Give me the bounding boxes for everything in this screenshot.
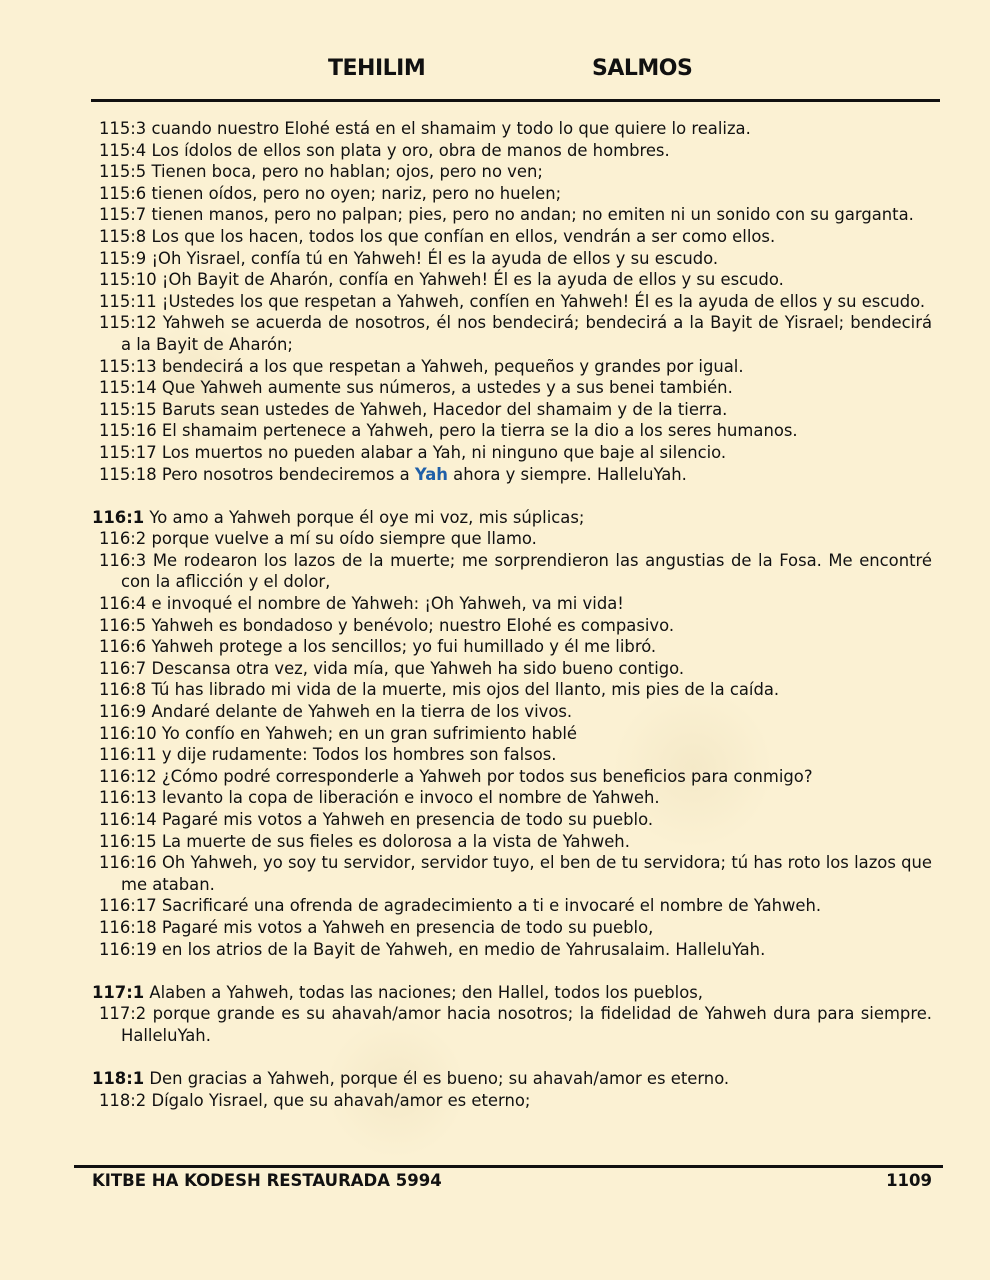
verse: 116:3 Me rodearon los lazos de la muerte; me sorprendieron las angustias de la Fosa. Me encontré con la aflicción y el dolor, xyxy=(99,550,932,592)
verse: 116:13 levanto la copa de liberación e invoco el nombre de Yahweh. xyxy=(99,788,660,808)
verse: 115:6 tienen oídos, pero no oyen; nariz, pero no huelen; xyxy=(99,183,562,203)
highlighted-word: Yah xyxy=(414,464,448,484)
verse: 116:14 Pagaré mis votos a Yahweh en presencia de todo su pueblo. xyxy=(99,810,654,829)
verse: 115:11 ¡Ustedes los que respetan a Yahweh, confíen en Yahweh! Él es la ayuda de ellos y su escudo. xyxy=(99,291,926,311)
footer-rule xyxy=(74,1165,943,1168)
chapter-first-verse: 118:1 Den gracias a Yahweh, porque él es bueno; su ahavah/amor es eterno. xyxy=(92,1069,730,1089)
chapter-gap xyxy=(92,1047,932,1069)
verse: 115:15 Baruts sean ustedes de Yahweh, Hacedor del shamaim y de la tierra. xyxy=(99,399,728,419)
scripture-text xyxy=(92,118,932,1111)
verse: 116:6 Yahweh protege a los sencillos; yo fui humillado y él me libró. xyxy=(99,637,657,657)
chapter-gap xyxy=(92,485,932,507)
verse: 115:13 bendecirá a los que respetan a Yahweh, pequeños y grandes por igual. xyxy=(99,356,744,376)
verse: 115:16 El shamaim pertenece a Yahweh, pero la tierra se la dio a los seres humanos. xyxy=(99,421,798,441)
verse: 115:5 Tienen boca, pero no hablan; ojos, pero no ven; xyxy=(99,162,543,182)
verse: 116:16 Oh Yahweh, yo soy tu servidor, servidor tuyo, el ben de tu servidora; tú has roto los lazos que me ataban. xyxy=(99,853,932,894)
verse: 116:8 Tú has librado mi vida de la muerte, mis ojos del llanto, mis pies de la caída. xyxy=(99,680,780,700)
header-rule xyxy=(91,99,940,102)
verse: 115:14 Que Yahweh aumente sus números, a ustedes y a sus benei también. xyxy=(99,378,733,398)
verse: 116:19 en los atrios de la Bayit de Yahweh, en medio de Yahrusalaim. HalleluYah. xyxy=(99,939,766,959)
verse: 116:15 La muerte de sus fieles es dolorosa a la vista de Yahweh. xyxy=(99,831,630,851)
verse: 115:7 tienen manos, pero no palpan; pies, pero no andan; no emiten ni un sonido con su garganta. xyxy=(99,205,914,225)
verse: 115:17 Los muertos no pueden alabar a Yah, ni ninguno que baje al silencio. xyxy=(99,442,727,462)
verse: 115:8 Los que los hacen, todos los que confían en ellos, vendrán a ser como ellos. xyxy=(99,226,776,246)
chapter-first-verse: 116:1 Yo amo a Yahweh porque él oye mi voz, mis súplicas; xyxy=(92,507,585,527)
verse: 115:12 Yahweh se acuerda de nosotros, él nos bendecirá; bendecirá a la Bayit de Yisrael; bendecirá a la Bayit de Aharón; xyxy=(99,313,932,354)
verse: 116:11 y dije rudamente: Todos los hombres son falsos. xyxy=(99,745,557,765)
verse: 115:10 ¡Oh Bayit de Aharón, confía en Yahweh! Él es la ayuda de ellos y su escudo. xyxy=(99,270,784,290)
verse: 116:7 Descansa otra vez, vida mía, que Yahweh ha sido bueno contigo. xyxy=(99,658,685,678)
header-title-hebrew: TEHILIM xyxy=(328,56,426,81)
verse: 116:17 Sacrificaré una ofrenda de agradecimiento a ti e invocaré el nombre de Yahweh. xyxy=(99,896,822,916)
verse: 115:9 ¡Oh Yisrael, confía tú en Yahweh! Él es la ayuda de ellos y su escudo. xyxy=(99,248,719,268)
chapter-first-verse: 117:1 Alaben a Yahweh, todas las naciones; den Hallel, todos los pueblos, xyxy=(92,982,704,1002)
verse: 115:3 cuando nuestro Elohé está en el shamaim y todo lo que quiere lo realiza. xyxy=(99,119,751,138)
verse: 115:18 Pero nosotros bendeciremos a Yah ahora y siempre. HalleluYah. xyxy=(99,464,687,484)
footer-book-title: KITBE HA KODESH RESTAURADA 5994 xyxy=(92,1171,442,1190)
page-number: 1109 xyxy=(886,1171,932,1190)
page-footer xyxy=(92,1171,932,1195)
verse: 117:2 porque grande es su ahavah/amor hacia nosotros; la fidelidad de Yahweh dura para siempre. HalleluYah. xyxy=(99,1004,932,1045)
verse: 116:5 Yahweh es bondadoso y benévolo; nuestro Elohé es compasivo. xyxy=(99,615,675,635)
chapter-gap xyxy=(92,960,932,982)
page-header xyxy=(0,56,990,92)
verse: 118:2 Dígalo Yisrael, que su ahavah/amor es eterno; xyxy=(99,1090,531,1110)
verse: 116:4 e invoqué el nombre de Yahweh: ¡Oh Yahweh, va mi vida! xyxy=(99,594,624,614)
verse: 115:4 Los ídolos de ellos son plata y oro, obra de manos de hombres. xyxy=(99,140,670,160)
verse: 116:10 Yo confío en Yahweh; en un gran sufrimiento hablé xyxy=(99,723,578,743)
verse: 116:18 Pagaré mis votos a Yahweh en presencia de todo su pueblo, xyxy=(99,917,654,937)
header-title-spanish: SALMOS xyxy=(592,56,693,81)
verse: 116:9 Andaré delante de Yahweh en la tierra de los vivos. xyxy=(99,702,573,722)
verse: 116:12 ¿Cómo podré corresponderle a Yahweh por todos sus beneficios para conmigo? xyxy=(99,766,813,786)
verse: 116:2 porque vuelve a mí su oído siempre que llamo. xyxy=(99,529,537,549)
